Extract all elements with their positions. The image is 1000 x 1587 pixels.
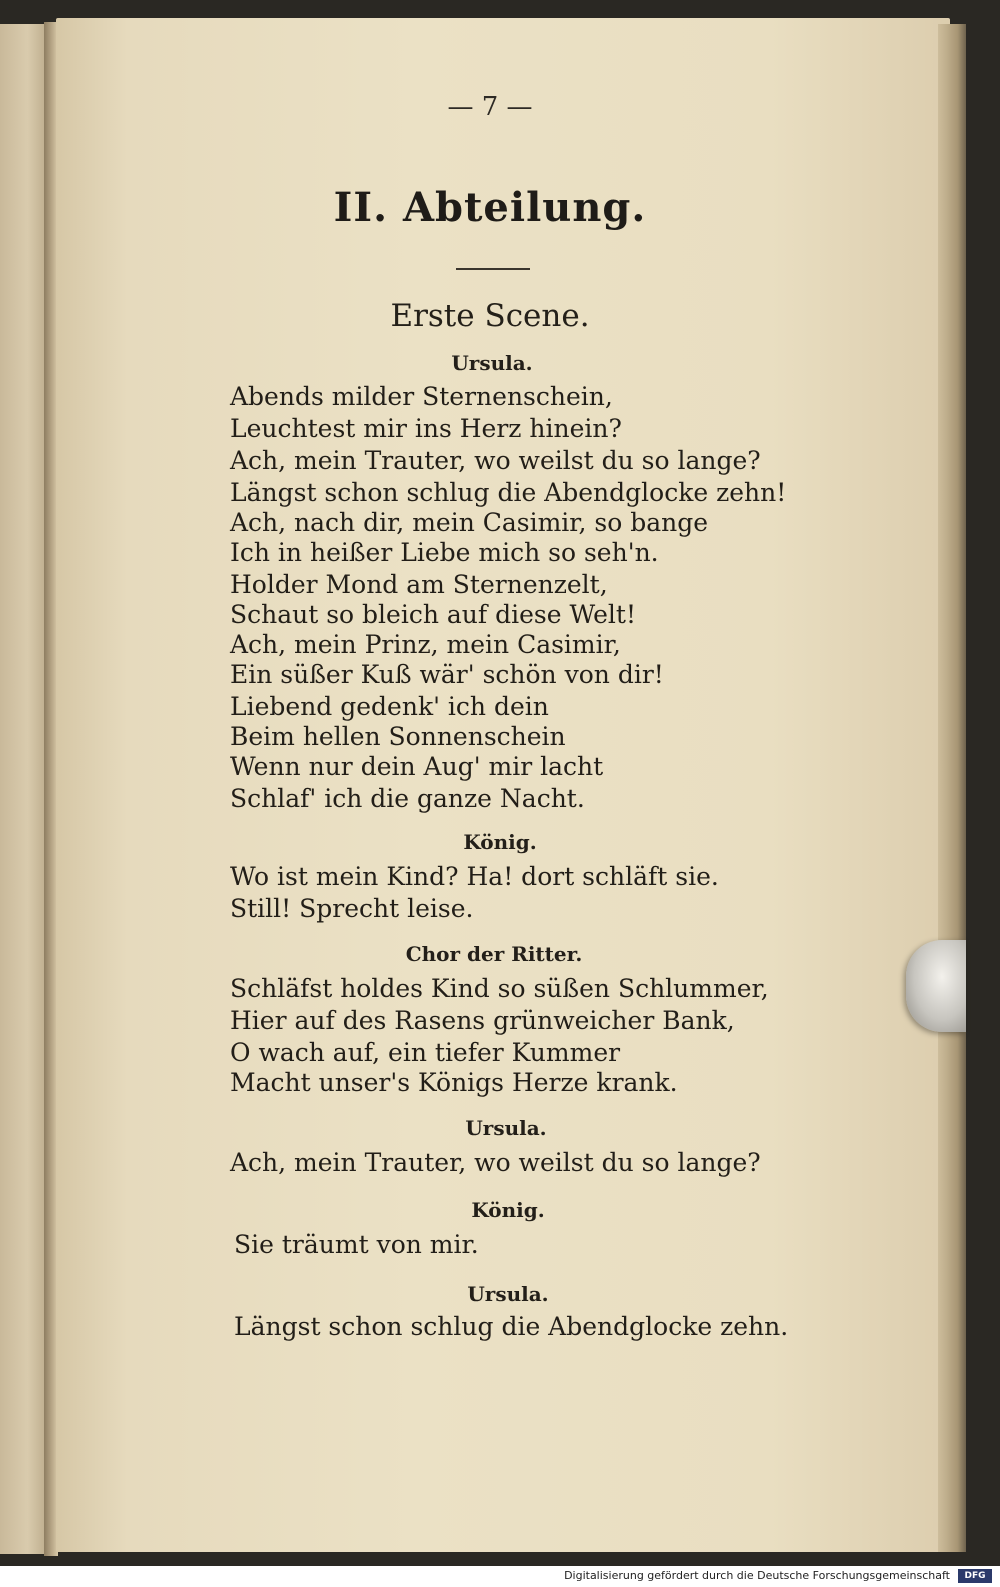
speaker-label: Ursula. [467, 1282, 549, 1306]
dfg-logo: DFG [958, 1569, 992, 1583]
verse-line: Macht unser's Königs Herze krank. [230, 1068, 678, 1097]
verse-line: Ach, mein Trauter, wo weilst du so lange? [230, 1148, 761, 1177]
verse-line: Längst schon schlug die Abendglocke zehn! [230, 478, 787, 507]
verse-line: Leuchtest mir ins Herz hinein? [230, 414, 622, 443]
verse-line: Ach, mein Trauter, wo weilst du so lange? [230, 446, 761, 475]
speaker-label: König. [471, 1198, 545, 1222]
verse-line: Längst schon schlug die Abendglocke zehn. [234, 1312, 789, 1341]
verse-line: Liebend gedenk' ich dein [230, 692, 549, 721]
verse-line: Schlaf' ich die ganze Nacht. [230, 784, 585, 813]
verse-line: Ach, mein Prinz, mein Casimir, [230, 630, 621, 659]
funding-credit: Digitalisierung gefördert durch die Deutsche Forschungsgemeinschaft [564, 1569, 950, 1582]
verse-line: Sie träumt von mir. [234, 1230, 479, 1259]
speaker-label: Ursula. [465, 1116, 547, 1140]
verse-line: Ach, nach dir, mein Casimir, so bange [230, 508, 709, 537]
speaker-label: Ursula. [451, 351, 533, 375]
verse-line: Schaut so bleich auf diese Welt! [230, 600, 637, 629]
verse-line: Ich in heißer Liebe mich so seh'n. [230, 538, 659, 567]
speaker-label: König. [463, 830, 537, 854]
speaker-label: Chor der Ritter. [405, 942, 583, 966]
verse-line: Wo ist mein Kind? Ha! dort schläft sie. [230, 862, 719, 891]
section-heading: II. Abteilung. [333, 184, 647, 231]
verse-line: Wenn nur dein Aug' mir lacht [230, 752, 604, 781]
verse-line: Abends milder Sternenschein, [230, 382, 613, 411]
left-page-edge [0, 24, 50, 1554]
page-stack-edge [938, 24, 966, 1552]
verse-line: Still! Sprecht leise. [230, 894, 474, 923]
verse-line: Holder Mond am Sternenzelt, [230, 570, 608, 599]
verse-line: Ein süßer Kuß wär' schön von dir! [230, 660, 664, 689]
verse-line: Beim hellen Sonnenschein [230, 722, 566, 751]
page-clip [906, 940, 966, 1032]
verse-line: O wach auf, ein tiefer Kummer [230, 1038, 621, 1067]
digitization-footer [0, 1566, 1000, 1587]
verse-line: Hier auf des Rasens grünweicher Bank, [230, 1006, 735, 1035]
verse-line: Schläfst holdes Kind so süßen Schlummer, [230, 974, 769, 1003]
scene-title: Erste Scene. [390, 298, 590, 334]
heading-rule [456, 268, 530, 270]
page-number: — 7 — [447, 92, 533, 122]
